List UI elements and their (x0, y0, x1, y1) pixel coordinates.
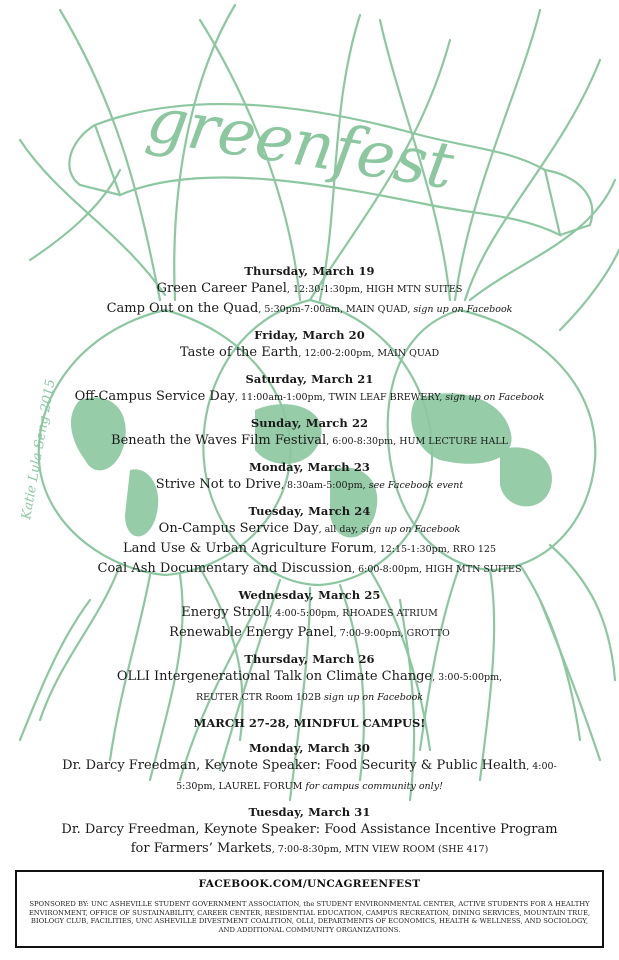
event-line (0, 603, 619, 623)
mindful-campus-notice: MARCH 27-28, MINDFUL CAMPUS! (193, 716, 426, 730)
event-details: , 11:00am-1:00pm, TWIN LEAF BREWERY, (234, 392, 446, 403)
day-block (0, 372, 619, 407)
event-details: , 12:00-2:00pm, MAIN QUAD (298, 348, 440, 359)
event-name: Off-Campus Service Day (74, 389, 235, 404)
day-block (0, 264, 619, 319)
facebook-link[interactable]: FACEBOOK.COM/UNCAGREENFEST (198, 878, 421, 890)
event-name: Camp Out on the Quad (106, 301, 259, 316)
artist-signature: Katie Lula Seng 2015 (19, 378, 59, 521)
event-line (0, 387, 619, 407)
event-name: Strive Not to Drive (155, 477, 281, 492)
event-line (0, 756, 619, 796)
day-block (0, 504, 619, 579)
event-location: REUTER CTR Room 102B (195, 692, 325, 703)
event-name: Coal Ash Documentary and Discussion (97, 561, 353, 576)
event-details: , 5:30pm-7:00am, MAIN QUAD, (258, 304, 414, 315)
event-details: , 4:00-5:30pm, LAUREL FORUM (176, 761, 557, 792)
event-note: sign up on Facebook (413, 304, 513, 315)
event-note: sign up on Facebook (361, 524, 461, 535)
day-heading: Monday, March 30 (248, 741, 371, 755)
event-line (0, 299, 619, 319)
day-heading: Friday, March 20 (254, 328, 365, 342)
event-name: Dr. Darcy Freedman, Keynote Speaker: Food Security & Public Health (62, 758, 527, 773)
event-line (0, 431, 619, 451)
event-details: , 3:00-5:00pm, (432, 672, 503, 683)
banner-title: greenfest (142, 82, 459, 205)
event-note: see Facebook event (368, 480, 464, 491)
day-heading: Thursday, March 26 (244, 652, 375, 666)
event-details: , 7:00-9:00pm, GROTTO (333, 628, 450, 639)
event-details: , 6:00-8:00pm, HIGH MTN SUITES (352, 564, 522, 575)
day-block (0, 328, 619, 363)
day-heading: Tuesday, March 31 (248, 805, 371, 819)
day-heading: Monday, March 23 (248, 460, 371, 474)
leaf (455, 10, 540, 300)
event-details: , 4:00-5:00pm, RHOADES ATRIUM (269, 608, 438, 619)
event-details: , 12:30-1:30pm, HIGH MTN SUITES (286, 284, 463, 295)
event-line (0, 667, 619, 707)
day-heading: Sunday, March 22 (250, 416, 369, 430)
event-line (0, 559, 619, 579)
event-line (0, 279, 619, 299)
event-name: Taste of the Earth (179, 345, 299, 360)
event-name: Green Career Panel (156, 281, 287, 296)
event-details: , 12:15-1:30pm, RRO 125 (373, 544, 497, 555)
event-line (0, 820, 619, 859)
day-heading: Thursday, March 19 (244, 264, 375, 278)
event-line (0, 623, 619, 643)
event-details: , 8:30am-5:00pm, (280, 480, 369, 491)
event-details: , all day, (318, 524, 362, 535)
event-details: , 6:00-8:30pm, HUM LECTURE HALL (326, 436, 508, 447)
event-name: Energy Stroll (181, 605, 270, 620)
event-details: , 7:00-8:30pm, MTN VIEW ROOM (SHE 417) (271, 844, 489, 855)
event-name: Land Use & Urban Agriculture Forum (122, 541, 374, 556)
event-line (0, 539, 619, 559)
event-note: sign up on Facebook (445, 392, 545, 403)
event-schedule (0, 264, 619, 868)
day-block (0, 588, 619, 643)
event-line (0, 343, 619, 363)
event-name: On-Campus Service Day (158, 521, 319, 536)
event-line (0, 475, 619, 495)
event-name: Renewable Energy Panel (169, 625, 334, 640)
sponsor-box (15, 870, 604, 948)
day-heading: Wednesday, March 25 (238, 588, 381, 602)
event-note: for campus community only! (305, 781, 443, 792)
day-heading: Saturday, March 21 (245, 372, 374, 386)
sponsors-text: SPONSORED BY: UNC ASHEVILLE STUDENT GOVERNMENT ASSOCIATION, the STUDENT ENVIRONMENTAL CENTER, ACTIVE STUDENTS FOR A HEALTHY ENVIRONMENT, OFFICE OF SUSTAINABILITY, CAREER CENTER, RESIDENTIAL EDUCATION, CAMPUS RECREATION, DINING SERVICES, MOUNTAIN TRUE, BIOLOGY CLUB, FACILITIES, UNC ASHEVILLE DIVESTMENT COALITION, OLLI, DEPARTMENTS OF ECONOMICS, HEALTH & WELLNESS, AND SOCIOLOGY, AND ADDITIONAL COMMUNITY ORGANIZATIONS. (28, 900, 591, 934)
event-note: sign up on Facebook (324, 692, 424, 703)
event-line (0, 519, 619, 539)
event-name: OLLI Intergenerational Talk on Climate Change (116, 669, 433, 684)
day-block (0, 460, 619, 495)
day-block (0, 741, 619, 796)
day-block (0, 652, 619, 707)
day-heading: Tuesday, March 24 (248, 504, 371, 518)
day-block (0, 416, 619, 451)
event-name: Dr. Darcy Freedman, Keynote Speaker: Food Assistance Incentive Program for Farmers’ Markets (61, 822, 558, 856)
leaf (30, 170, 120, 260)
event-name: Beneath the Waves Film Festival (111, 433, 327, 448)
day-block (0, 805, 619, 859)
